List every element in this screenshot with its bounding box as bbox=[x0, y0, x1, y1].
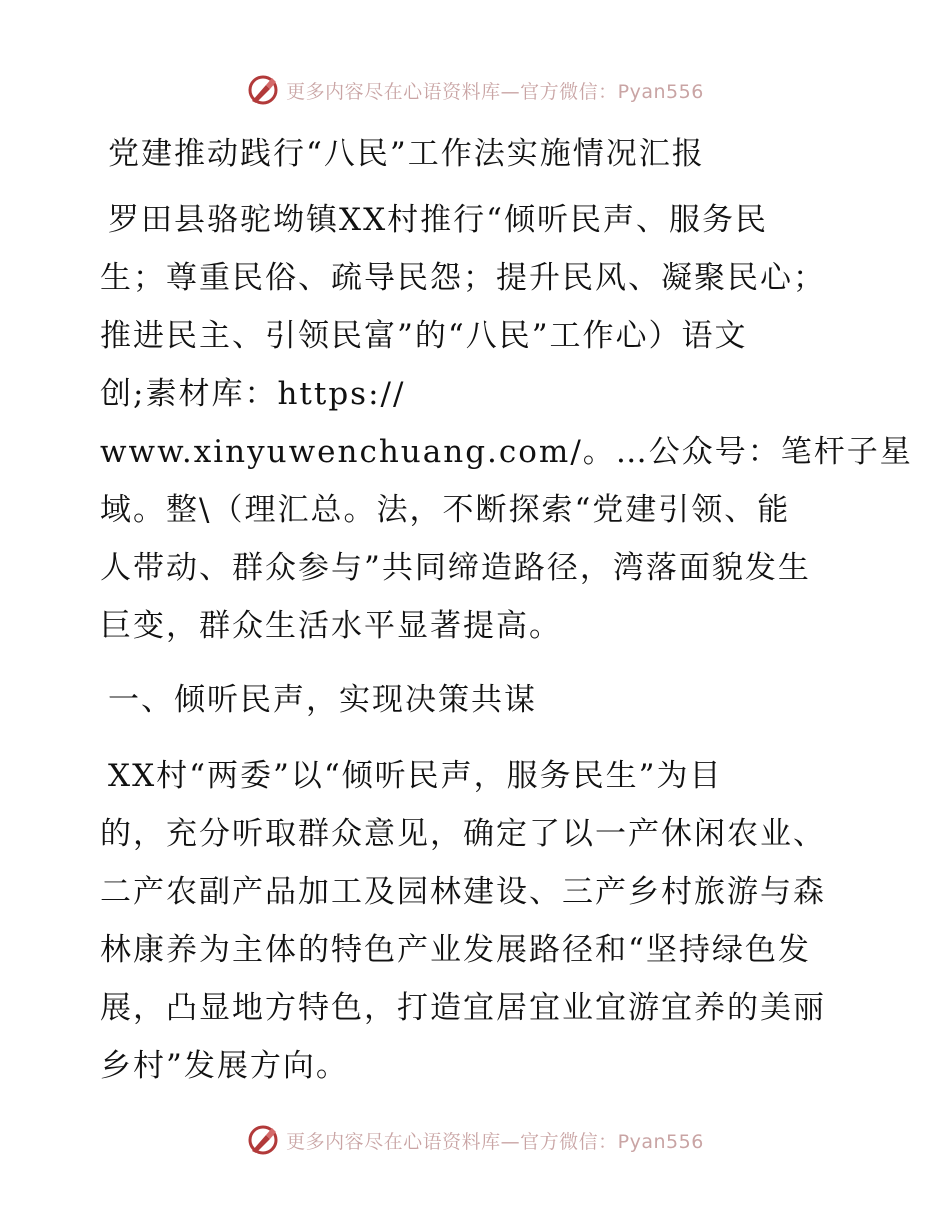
paragraph-line: 二产农副产品加工及园林建设、三产乡村旅游与森 bbox=[100, 874, 826, 910]
footer-watermark-banner bbox=[0, 1120, 950, 1160]
paragraph-line: www.xinyuwenchuang.com/。…公众号：笔杆子星 bbox=[100, 434, 913, 470]
header-watermark-banner bbox=[0, 70, 950, 110]
paragraph-section1 bbox=[100, 747, 860, 1095]
pen-nib-circle-icon bbox=[246, 1123, 280, 1157]
paragraph-intro bbox=[100, 191, 913, 655]
paragraph-line: 生；尊重民俗、疏导民怨；提升民风、凝聚民心； bbox=[100, 260, 826, 296]
paragraph-line: 林康养为主体的特色产业发展路径和“坚持绿色发 bbox=[100, 932, 811, 968]
wechat-id: Pyan556 bbox=[617, 80, 704, 103]
watermark-text bbox=[286, 1127, 704, 1154]
paragraph-line: 人带动、群众参与”共同缔造路径，湾落面貌发生 bbox=[100, 550, 811, 586]
paragraph-line: 推进民主、引领民富”的“八民”工作心）语文 bbox=[100, 318, 748, 354]
wechat-id: Pyan556 bbox=[617, 1130, 704, 1153]
paragraph-line: 域。整\（理汇总。法，不断探索“党建引领、能 bbox=[100, 492, 791, 528]
paragraph-line: 创;素材库：https:// bbox=[100, 376, 406, 412]
paragraph-line: 乡村”发展方向。 bbox=[100, 1048, 349, 1084]
section-heading: 一、倾听民声，实现决策共谋 bbox=[108, 682, 537, 718]
paragraph-line: 巨变，群众生活水平显著提高。 bbox=[100, 608, 562, 644]
paragraph-line: 的，充分听取群众意见，确定了以一产休闲农业、 bbox=[100, 816, 826, 852]
document-title: 党建推动践行“八民”工作法实施情况汇报 bbox=[108, 136, 705, 172]
paragraph-line: 罗田县骆驼坳镇XX村推行“倾听民声、服务民 bbox=[108, 202, 768, 238]
pen-nib-circle-icon bbox=[246, 73, 280, 107]
watermark-label: 更多内容尽在心语资料库—官方微信： bbox=[286, 80, 618, 103]
watermark-text bbox=[286, 77, 704, 104]
watermark-label: 更多内容尽在心语资料库—官方微信： bbox=[286, 1130, 618, 1153]
paragraph-line: XX村“两委”以“倾听民声，服务民生”为目 bbox=[108, 758, 723, 794]
paragraph-line: 展，凸显地方特色，打造宜居宜业宜游宜养的美丽 bbox=[100, 990, 826, 1026]
document-body bbox=[100, 125, 913, 1095]
